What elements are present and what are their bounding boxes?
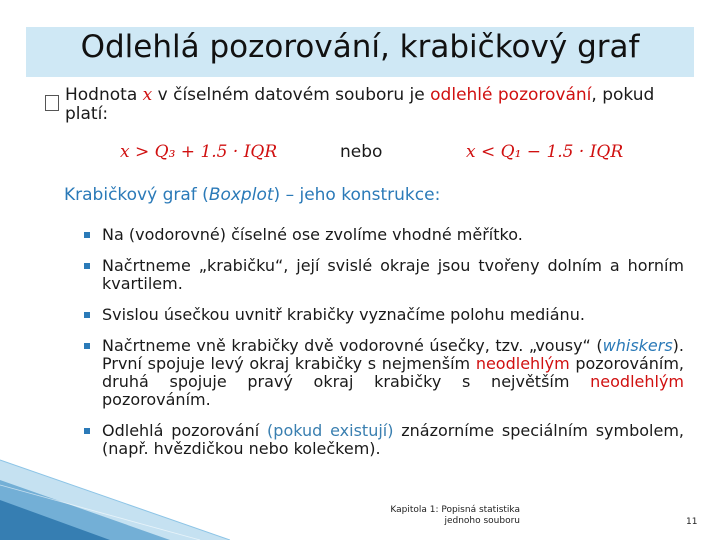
item-text: Načrtneme „krabičku“, její svislé okraje jsou tvořeny dolním a horním kvartilem. [102, 256, 684, 293]
subhead-text-1: Krabičkový graf ( [64, 185, 209, 205]
if-exist-note: (pokud existují) [267, 421, 394, 440]
nonoutlier-term: neodlehlým [590, 372, 684, 391]
subhead-boxplot: Boxplot [208, 185, 274, 205]
para-text-3: , pokud platí: [65, 85, 655, 124]
item-text: pozorováním, druhá spojuje pravý okraj krabičky s největším [102, 354, 685, 391]
corner-decoration [0, 440, 230, 540]
footer-line-1: Kapitola 1: Popisná statistika [390, 505, 520, 515]
outlier-term: odlehlé pozorování [430, 85, 592, 105]
item-text: Na (vodorovné) číselné ose zvolíme vhodné měřítko. [102, 225, 523, 244]
formula-lower: x < Q₁ − 1.5 · IQR [466, 142, 624, 162]
para-text-1: Hodnota [65, 85, 143, 105]
nonoutlier-term: neodlehlým [475, 354, 570, 373]
footer-chapter [380, 505, 520, 527]
formula-upper: x > Q₃ + 1.5 · IQR [120, 142, 278, 162]
item-text: ). První spojuje levý okraj krabičky s nejmenším [102, 336, 684, 373]
formula-or: nebo [340, 142, 383, 162]
boxplot-subheading [64, 184, 440, 206]
square-bullet-icon [84, 263, 90, 269]
square-bullet-icon [84, 232, 90, 238]
list-item [84, 337, 684, 409]
footer-line-2: jednoho souboru [444, 516, 520, 526]
list-item [84, 257, 684, 293]
definition-paragraph [65, 86, 690, 124]
list-item [84, 226, 684, 244]
item-text: Svislou úsečkou uvnitř krabičky vyznačíme polohu mediánu. [102, 305, 585, 324]
construction-list [84, 226, 684, 458]
square-bullet-icon [84, 428, 90, 434]
whiskers-term: whiskers [602, 336, 673, 355]
list-item [84, 306, 684, 324]
item-text: znázorníme speciálním symbolem, (např. hvězdičkou nebo kolečkem). [102, 421, 685, 458]
item-text: Odlehlá pozorování [102, 421, 268, 440]
square-bullet-icon [84, 312, 90, 318]
subhead-text-2: ) – jeho konstrukce: [273, 185, 441, 205]
square-outline-icon [45, 95, 59, 111]
item-text: pozorováním. [102, 390, 211, 409]
page-number: 11 [686, 517, 698, 527]
slide-title: Odlehlá pozorování, krabičkový graf [80, 29, 640, 65]
variable-x: x [142, 85, 153, 105]
square-bullet-icon [84, 343, 90, 349]
item-text: Načrtneme vně krabičky dvě vodorovné úsečky, tzv. „vousy“ ( [102, 336, 603, 355]
para-text-2: v číselném datovém souboru je [152, 85, 431, 105]
